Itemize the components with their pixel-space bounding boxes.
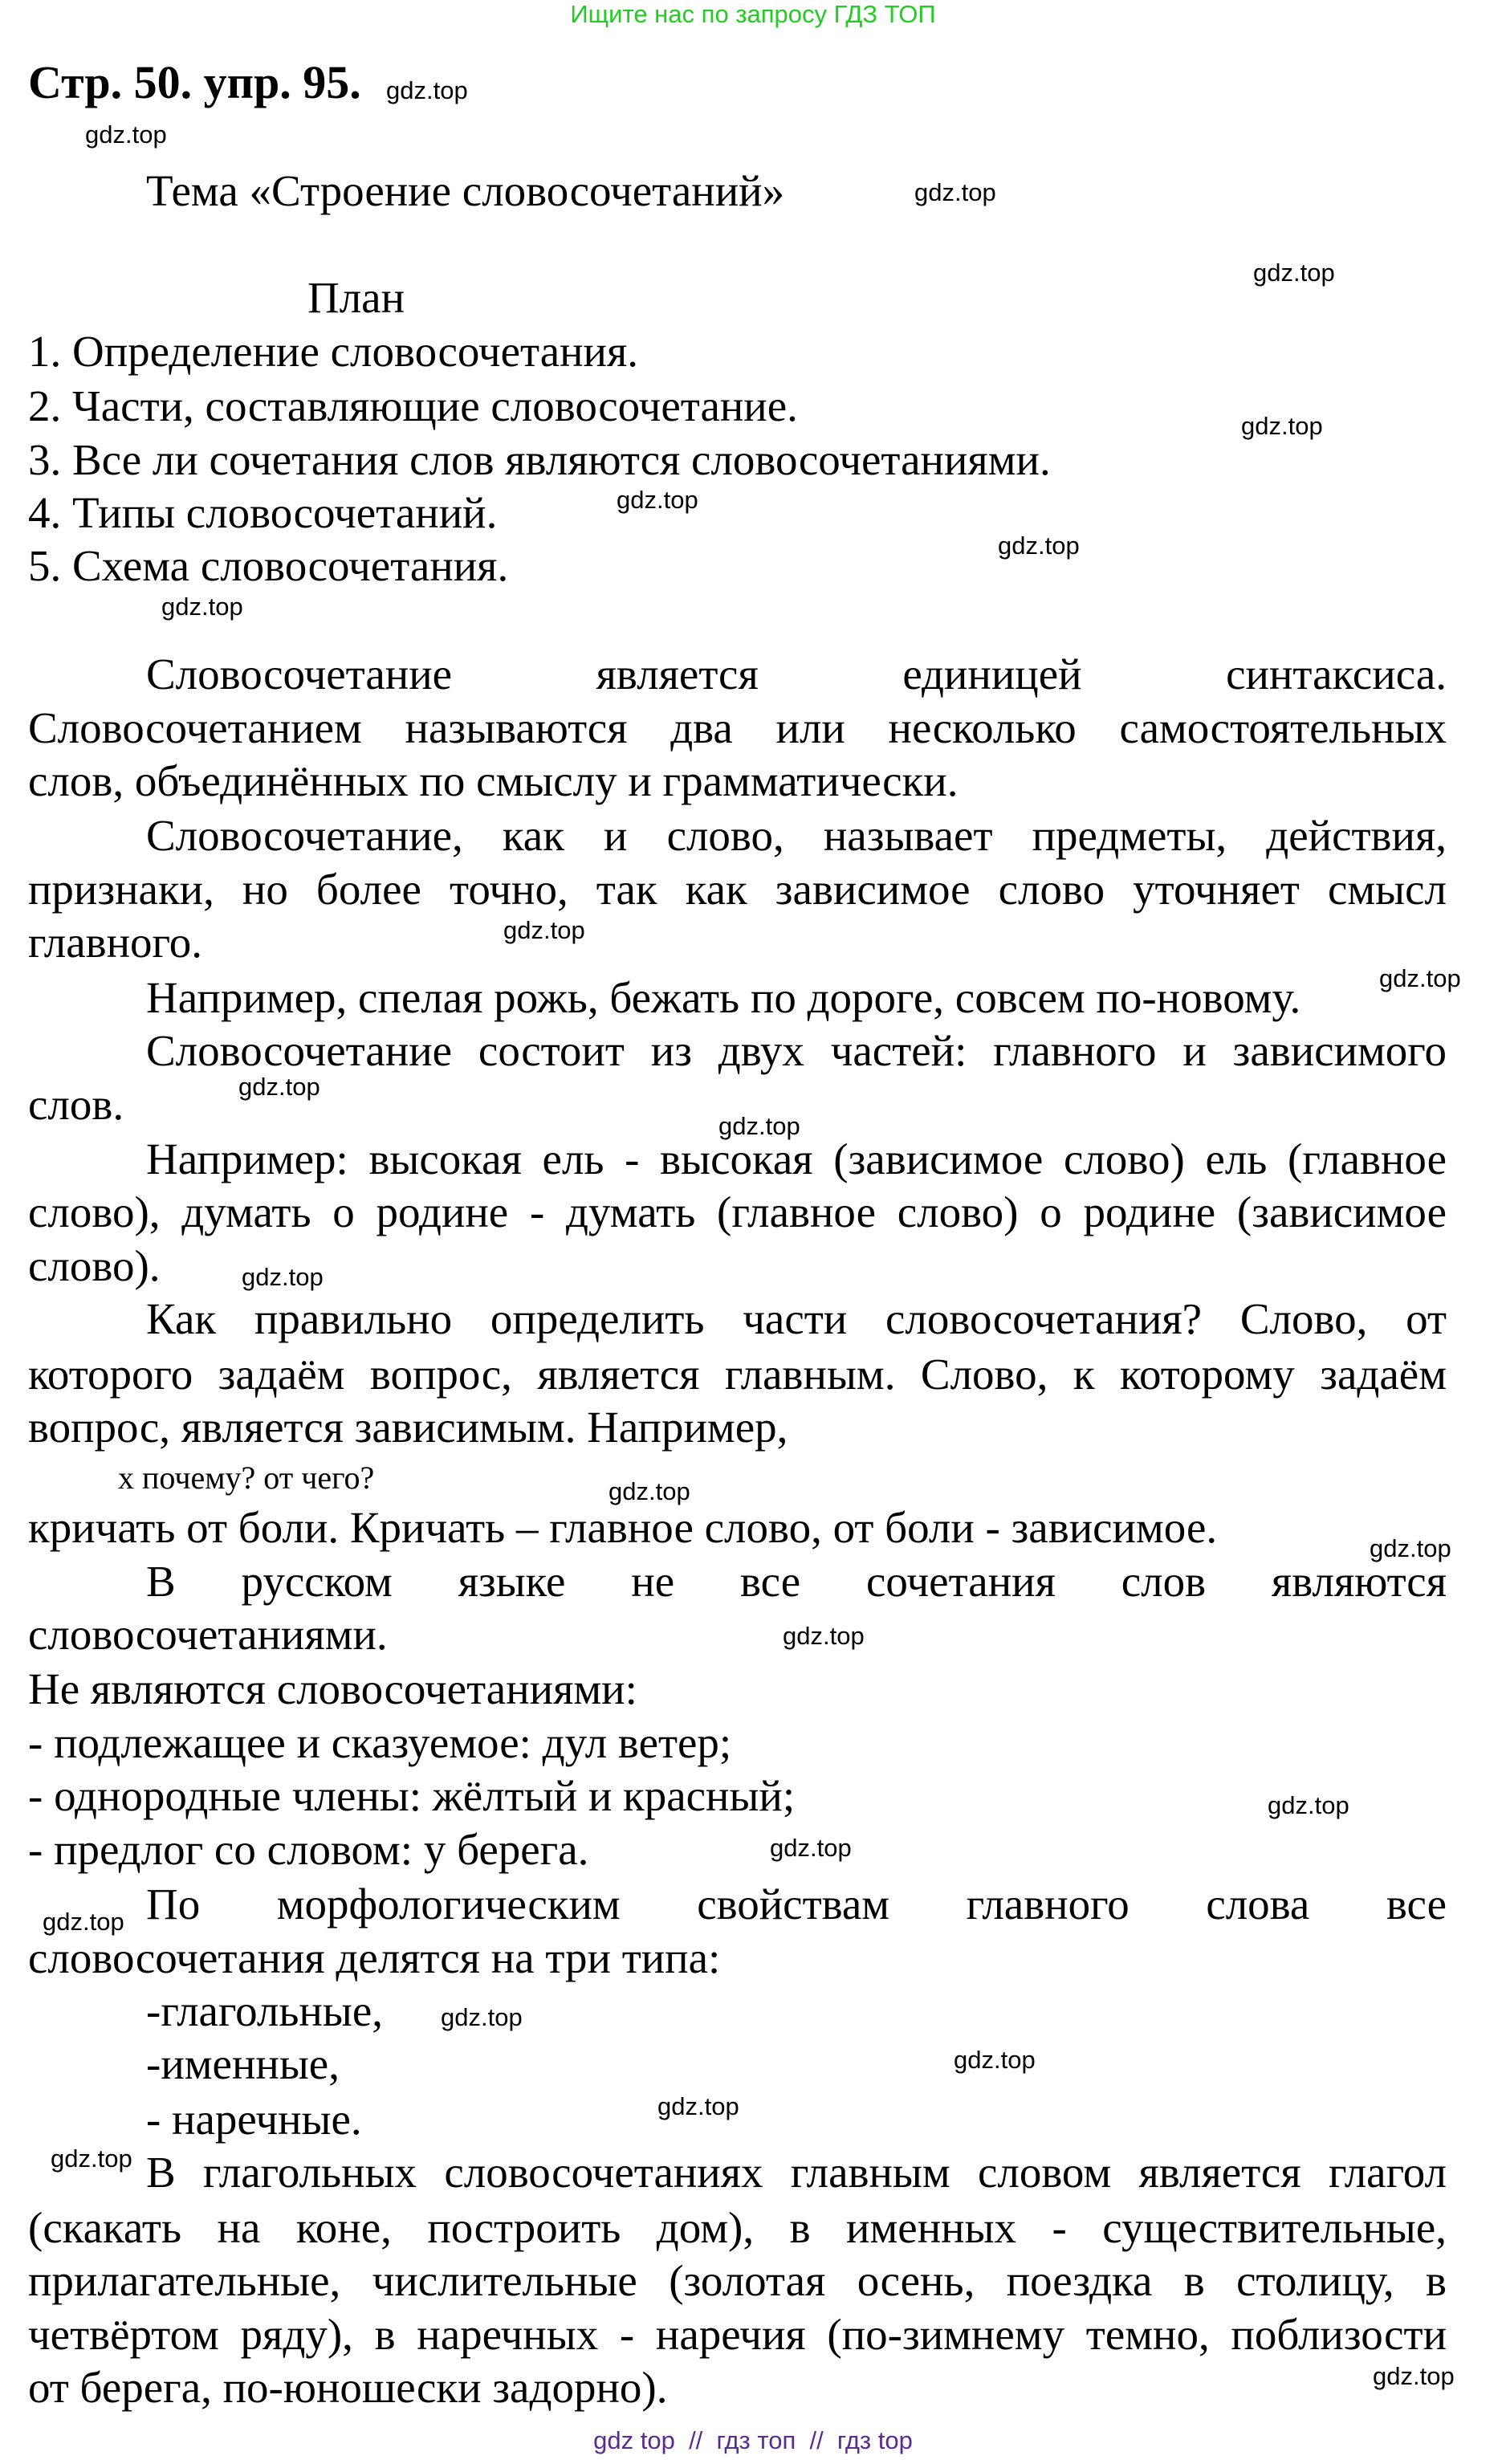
watermark: gdz.top (718, 1112, 800, 1140)
watermark: gdz.top (770, 1834, 852, 1862)
text-line: кричать от боли. Кричать – главное слово, от боли - зависимое. (28, 1503, 1218, 1552)
watermark: gdz.top (1370, 1534, 1451, 1562)
plan-item: 1. Определение словосочетания. (28, 327, 639, 376)
watermark: gdz.top (914, 178, 996, 206)
watermark: gdz.top (1268, 1791, 1349, 1819)
watermark: gdz.top (161, 593, 243, 621)
plan-title: План (307, 273, 405, 322)
list-item: - предлог со словом: у берега. (28, 1825, 589, 1874)
footer-links: gdz top // гдз топ // гдз top (593, 2426, 913, 2454)
question-annotation: х почему? от чего? (118, 1460, 375, 1496)
topic-title: Тема «Строение словосочетаний» (146, 166, 785, 215)
text-line: Например, спелая рожь, бежать по дороге, совсем по-новому. (146, 973, 1301, 1022)
text-line: от берега, по-юношески задорно). (28, 2363, 668, 2412)
plan-item: 3. Все ли сочетания слов являются словосочетаниями. (28, 435, 1051, 484)
text-line: признаки, но более точно, так как зависимое слово уточняет смысл (28, 865, 1447, 914)
watermark: gdz.top (1241, 412, 1323, 440)
watermark: gdz.top (1253, 259, 1335, 287)
text-line: вопрос, является зависимым. Например, (28, 1403, 788, 1452)
watermark: gdz.top (657, 2092, 739, 2120)
watermark: gdz.top (954, 2046, 1036, 2074)
text-line: слов, объединённых по смыслу и грамматически. (28, 756, 959, 805)
text-line: Словосочетание является единицей синтаксиса. (146, 650, 1447, 698)
text-line: слово), думать о родине - думать (главное слово) о родине (зависимое (28, 1187, 1447, 1236)
watermark: gdz.top (43, 1908, 124, 1936)
watermark: gdz.top (503, 916, 585, 944)
text-line: В русском языке не все сочетания слов являются (146, 1557, 1447, 1606)
watermark: gdz.top (1373, 2362, 1455, 2390)
watermark: gdz.top (441, 2003, 523, 2031)
text-line: Не являются словосочетаниями: (28, 1664, 637, 1713)
list-item: -именные, (146, 2039, 340, 2088)
text-line: словосочетаниями. (28, 1610, 388, 1659)
text-line: слов. (28, 1080, 124, 1129)
text-line: прилагательные, числительные (золотая осень, поездка в столицу, в (28, 2256, 1447, 2305)
text-line: четвёртом ряду), в наречных - наречия (по-зимнему темно, поблизости (28, 2310, 1447, 2359)
text-line: словосочетания делятся на три типа: (28, 1933, 721, 1982)
text-line: Например: высокая ель - высокая (зависимое слово) ель (главное (146, 1134, 1447, 1183)
list-item: - однородные члены: жёлтый и красный; (28, 1771, 796, 1820)
watermark: gdz.top (386, 76, 468, 104)
text-line: главного. (28, 918, 202, 967)
watermark: gdz.top (609, 1477, 690, 1505)
list-item: - подлежащее и сказуемое: дул ветер; (28, 1718, 732, 1767)
list-item: -глагольные, (146, 1986, 383, 2035)
watermark: gdz.top (242, 1263, 324, 1291)
plan-item: 2. Части, составляющие словосочетание. (28, 381, 798, 430)
text-line: Словосочетание, как и слово, называет предметы, действия, (146, 811, 1447, 860)
watermark: gdz.top (238, 1073, 320, 1101)
text-line: Словосочетание состоит из двух частей: главного и зависимого (146, 1026, 1447, 1075)
plan-item: 5. Схема словосочетания. (28, 541, 509, 590)
text-line: Как правильно определить части словосочетания? Слово, от (146, 1294, 1447, 1343)
search-banner: Ищите нас по запросу ГДЗ ТОП (570, 0, 936, 28)
plan-item: 4. Типы словосочетаний. (28, 488, 498, 537)
text-line: (скакать на коне, построить дом), в именных - существительные, (28, 2203, 1447, 2252)
text-line: которого задаём вопрос, является главным. Слово, к которому задаём (28, 1350, 1447, 1399)
watermark: gdz.top (1379, 964, 1461, 992)
watermark: gdz.top (51, 2144, 132, 2173)
text-line: В глагольных словосочетаниях главным словом является глагол (146, 2148, 1447, 2197)
text-line: По морфологическим свойствам главного слова все (146, 1880, 1447, 1928)
text-line: слово). (28, 1241, 161, 1290)
watermark: gdz.top (998, 531, 1080, 560)
text-line: Словосочетанием называются два или несколько самостоятельных (28, 703, 1447, 752)
list-item: - наречные. (146, 2095, 362, 2144)
watermark: gdz.top (617, 486, 698, 514)
page-heading: Стр. 50. упр. 95. (28, 56, 361, 108)
watermark: gdz.top (783, 1622, 865, 1650)
watermark: gdz.top (85, 120, 167, 149)
